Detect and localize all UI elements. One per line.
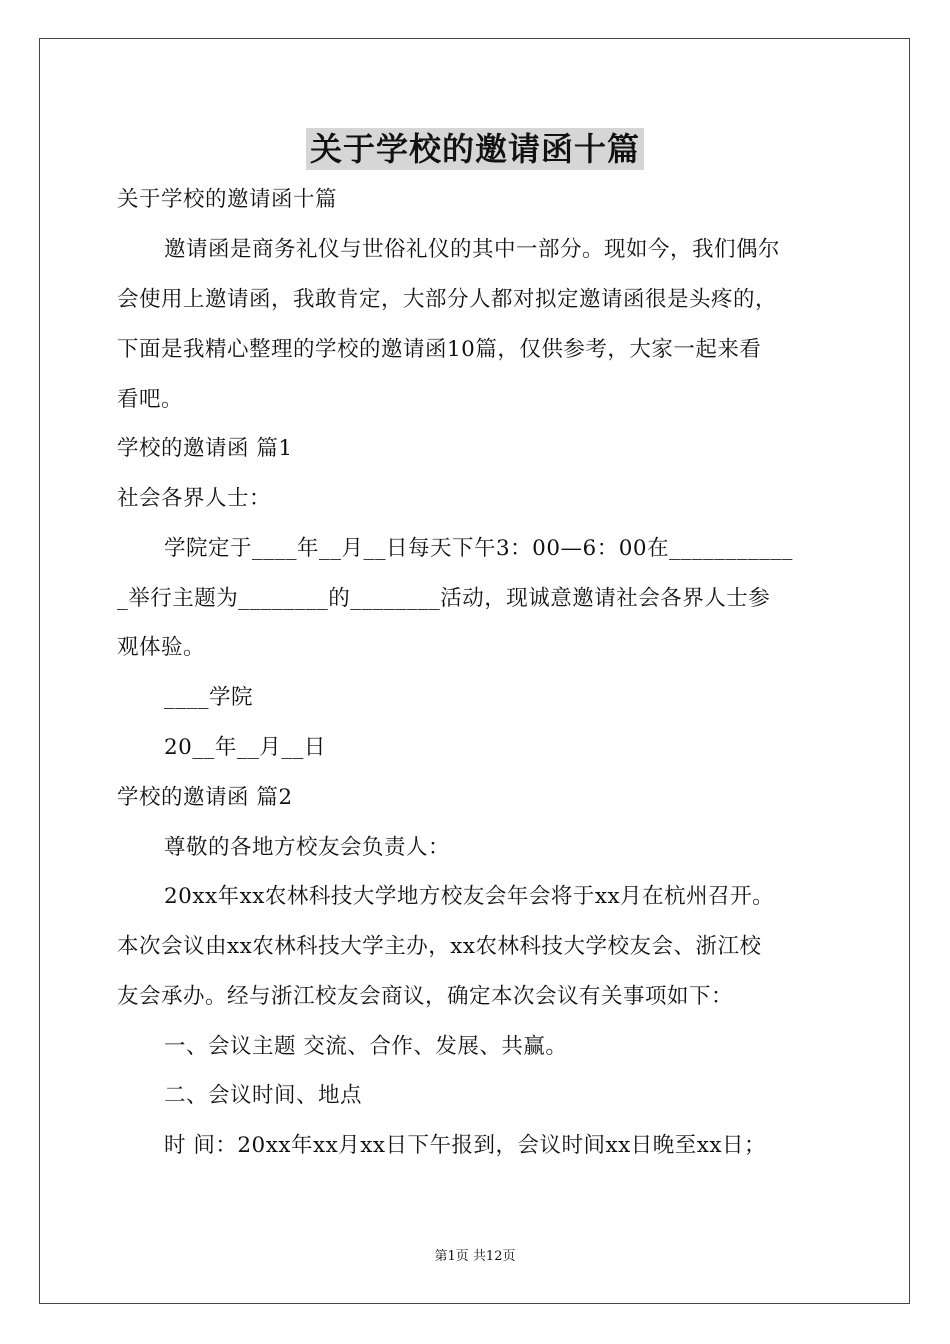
text-line: 20xx年xx农林科技大学地方校友会年会将于xx月在杭州召开。 [164, 884, 775, 909]
text-line: 观体验。 [117, 635, 206, 660]
text-line: ____学院 [164, 685, 254, 710]
page-border [39, 38, 910, 1304]
text-line: 本次会议由xx农林科技大学主办，xx农林科技大学校友会、浙江校 [117, 934, 762, 959]
text-line: 尊敬的各地方校友会负责人： [164, 835, 451, 860]
document-title: 关于学校的邀请函十篇 [306, 128, 644, 170]
text-line: 时 间：20xx年xx月xx日下午报到，会议时间xx日晚至xx日； [164, 1133, 766, 1158]
text-line: 学院定于____年__月__日每天下午3：00—6：00在___________ [164, 536, 793, 561]
subtitle-line: 关于学校的邀请函十篇 [117, 187, 338, 212]
text-line: 友会承办。经与浙江校友会商议，确定本次会议有关事项如下： [117, 984, 734, 1009]
text-line: _举行主题为________的________活动，现诚意邀请社会各界人士参 [117, 586, 771, 611]
section-heading: 学校的邀请函 篇2 [117, 785, 293, 810]
text-line: 邀请函是商务礼仪与世俗礼仪的其中一部分。现如今，我们偶尔 [164, 237, 781, 262]
text-line: 下面是我精心整理的学校的邀请函10篇，仅供参考，大家一起来看 [117, 337, 762, 362]
text-line: 社会各界人士： [117, 486, 272, 511]
title-container [0, 128, 950, 170]
section-heading: 学校的邀请函 篇1 [117, 436, 293, 461]
page-footer: 第1页 共12页 [434, 1249, 516, 1264]
text-line: 会使用上邀请函，我敢肯定，大部分人都对拟定邀请函很是头疼的， [117, 287, 778, 312]
text-line: 20__年__月__日 [164, 735, 326, 760]
text-line: 看吧。 [117, 387, 184, 412]
text-line: 二、会议时间、地点 [164, 1083, 363, 1108]
text-line: 一、会议主题 交流、合作、发展、共赢。 [164, 1034, 568, 1059]
